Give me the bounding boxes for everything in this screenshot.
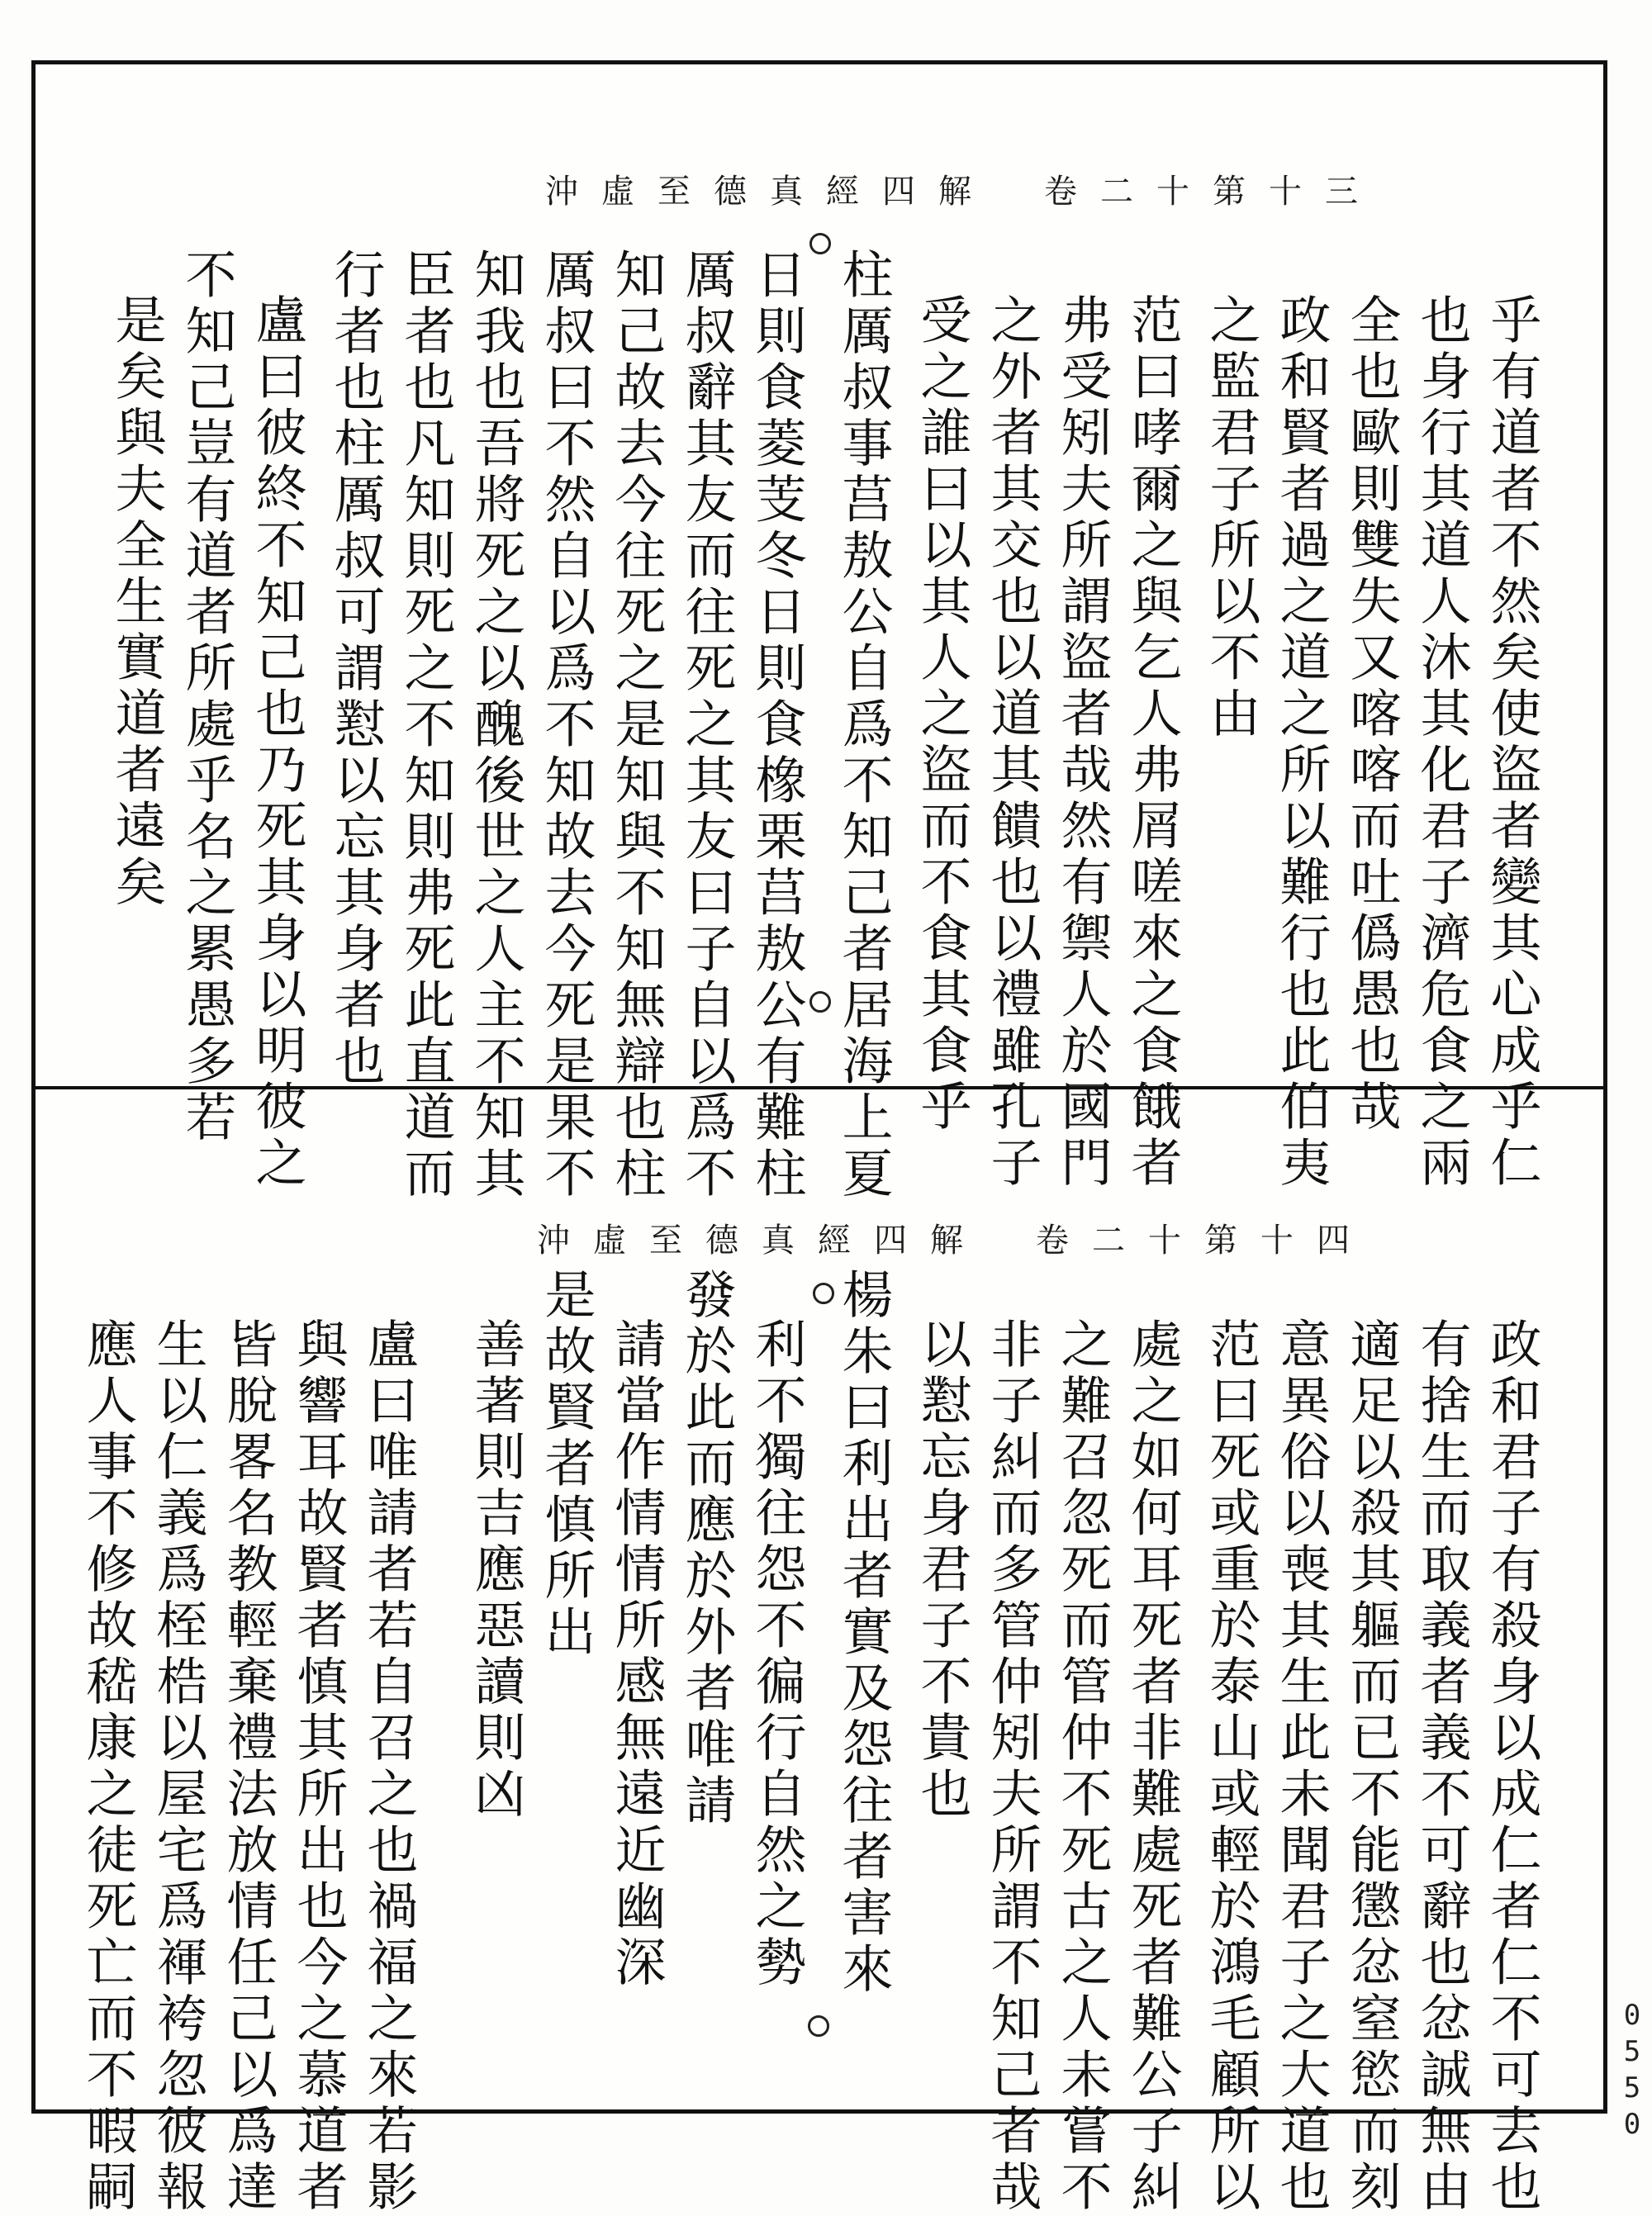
text-column: 范曰死或重於泰山或輕於鴻毛顧所以 — [1201, 1317, 1261, 2216]
text-column: 處之如何耳死者非難處死者難公子糾 — [1123, 1317, 1183, 2216]
text-column: 以懟忘身君子不貴也 — [912, 1317, 972, 1823]
text-column: 知我也吾將死之以醜後世之人主不知其 — [466, 248, 526, 1203]
text-column: 不知己豈有道者所處乎名之累愚多若 — [177, 248, 237, 1146]
text-column: 厲叔曰不然自以爲不知故去今死是果不 — [536, 248, 596, 1203]
text-column: 政和賢者過之道之所以難行也此伯夷 — [1271, 293, 1332, 1192]
text-column: 政和君子有殺身以成仁者仁不可去也 — [1482, 1317, 1542, 2216]
text-column: 生以仁義爲桎梏以屋宅爲褌袴忽彼報 — [148, 1317, 208, 2216]
running-header-upper — [545, 165, 1381, 212]
text-column: 與響耳故賢者慎其所出也今之慕道者 — [288, 1317, 349, 2216]
annotation-circle-mark — [808, 2015, 829, 2037]
text-column: 是故賢者慎所出 — [536, 1268, 596, 1661]
text-column: 厲叔辭其友而往死之其友曰子自以爲不 — [676, 248, 737, 1203]
text-column: 柱厲叔事莒敖公自爲不知己者居海上夏 — [833, 248, 894, 1203]
header-book-title: 沖虛至德真經四解 — [545, 173, 995, 211]
text-column: 請當作情情所感無遠近幽深 — [606, 1317, 667, 1991]
text-column: 全也歐則雙失又喀喀而吐僞愚也哉 — [1341, 293, 1402, 1136]
text-column: 也身行其道人沐其化君子濟危食之兩 — [1412, 293, 1472, 1192]
text-column: 適足以殺其軀而已不能懲忿窒慾而刻 — [1341, 1317, 1402, 2216]
page-number: 0550 — [1616, 1999, 1649, 2144]
text-column: 盧曰彼終不知己也乃死其身以明彼之 — [247, 293, 307, 1192]
text-column: 受之誰曰以其人之盜而不食其食乎 — [912, 293, 972, 1136]
text-column: 乎有道者不然矣使盜者變其心成乎仁 — [1482, 293, 1542, 1192]
text-column: 利不獨往怨不徧行自然之勢 — [747, 1317, 807, 1991]
text-column: 之監君子所以不由 — [1201, 293, 1261, 743]
header-chapter: 卷二十第十四 — [1036, 1222, 1373, 1260]
annotation-circle-mark — [809, 233, 831, 254]
text-column: 非子糾而多管仲矧夫所謂不知己者哉 — [982, 1317, 1042, 2216]
text-column: 之外者其交也以道其饋也以禮雖孔子 — [982, 293, 1042, 1192]
text-column: 應人事不修故嵇康之徒死亡而不暇嗣 — [78, 1317, 138, 2216]
text-column: 楊朱曰利出者實及怨往者害來 — [833, 1268, 894, 1998]
text-column: 皆脫畧名教輕棄禮法放情任己以爲達 — [218, 1317, 278, 2216]
text-column: 臣者也凡知則死之不知則弗死此直道而 — [396, 248, 456, 1203]
text-column: 知己故去今往死之是知與不知無辯也柱 — [606, 248, 667, 1203]
text-column: 有捨生而取義者義不可辭也忿誠無由 — [1412, 1317, 1472, 2216]
header-book-title: 沖虛至德真經四解 — [537, 1222, 986, 1260]
annotation-circle-mark — [809, 991, 831, 1013]
text-column: 發於此而應於外者唯請 — [676, 1268, 737, 1829]
text-column: 意異俗以喪其生此未聞君子之大道也 — [1271, 1317, 1332, 2216]
text-column: 弗受矧夫所謂盜者哉然有禦人於國門 — [1052, 293, 1113, 1192]
text-column: 范曰哮爾之與乞人弗屑嗟來之食餓者 — [1123, 293, 1183, 1192]
header-chapter: 卷二十第十三 — [1044, 173, 1381, 211]
text-column: 之難召忽死而管仲不死古之人未嘗不 — [1052, 1317, 1113, 2216]
text-column: 善著則吉應惡讀則凶 — [466, 1317, 526, 1823]
annotation-circle-mark — [813, 1283, 834, 1304]
text-column: 是矣與夫全生實道者遠矣 — [107, 293, 167, 911]
text-column: 行者也柱厲叔可謂懟以忘其身者也 — [325, 248, 386, 1090]
text-column: 日則食菱芰冬日則食橡栗莒敖公有難柱 — [747, 248, 807, 1203]
running-header-lower — [537, 1214, 1373, 1261]
text-column: 盧曰唯請者若自召之也禍福之來若影 — [358, 1317, 419, 2216]
